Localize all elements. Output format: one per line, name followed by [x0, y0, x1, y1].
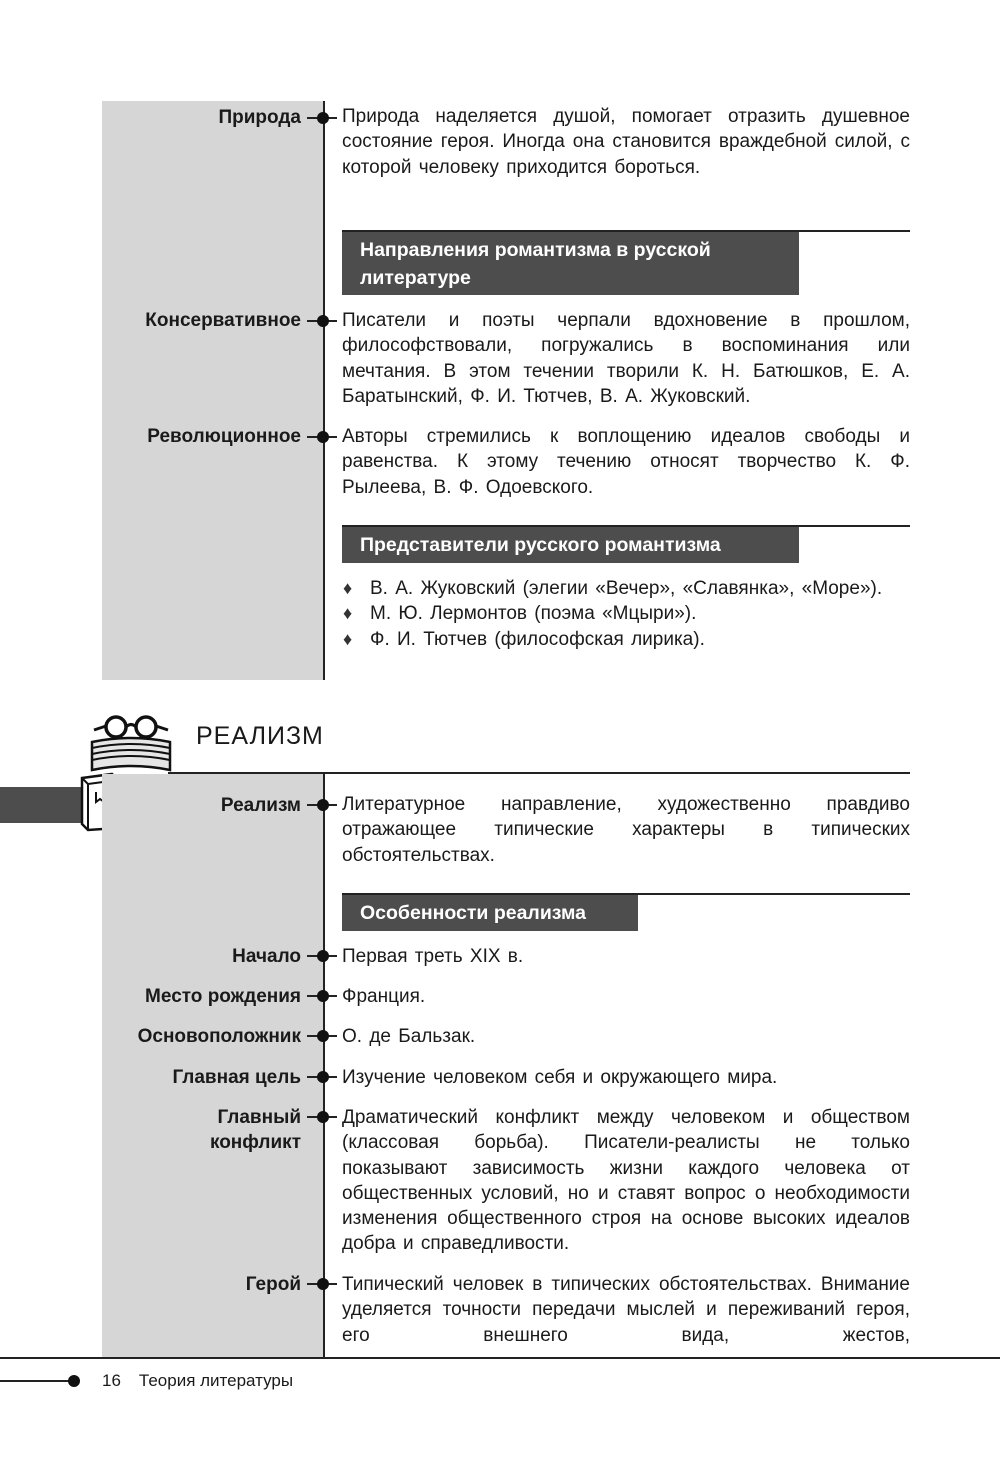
list-item: ♦ М. Ю. Лермонтов (поэма «Мцыри»).: [342, 601, 910, 626]
term-row: Место рождения: [145, 986, 301, 1007]
list-item: ♦ Ф. И. Тютчев (философская лирика).: [342, 627, 910, 652]
connector: [307, 1278, 337, 1290]
footer-connector: [0, 1380, 72, 1382]
page-footer: [102, 1371, 311, 1391]
term-konflikt: Главный конфликт: [209, 1107, 301, 1153]
diamond-bullet-icon: ♦: [343, 603, 353, 624]
connector: [307, 1111, 337, 1123]
connector: [307, 990, 337, 1002]
representatives-list: [342, 576, 910, 652]
definition-konflikt: Драматический конфликт между человеком и обществом (классовая борьба). Писатели-реалисты не только показывают зависимость жизни каждого человека от общественных условий, но и ставят вопрос о необходимости изменения общественного строя на основе высоких идеалов добра и справедливости.: [342, 1107, 910, 1255]
connector: [307, 950, 337, 962]
term-realizm: Реализм: [220, 795, 301, 816]
definition-priroda: Природа наделяется душой, помогает отразить душевное состояние героя. Иногда она становится враждебной силой, с которой человеку приходится бороться.: [342, 106, 910, 178]
connector: [307, 315, 337, 327]
definition-geroy: Типический человек в типических обстоятельствах. Внимание уделяется точности передачи мыслей и переживаний героя, его внешнего вида, жестов,: [342, 1274, 910, 1346]
term-row: Главная цель: [172, 1067, 301, 1088]
term-row: Основоположник: [137, 1026, 301, 1047]
header-osobennosti: Особенности реализма: [342, 895, 638, 931]
page-number: 16: [102, 1371, 121, 1390]
definition-row: Первая треть XIX в.: [342, 946, 524, 967]
divider-line-top: [323, 101, 325, 680]
footer-rule: [0, 1357, 1000, 1359]
term-row: Начало: [232, 946, 301, 967]
list-item: ♦ В. А. Жуковский (элегии «Вечер», «Славянка», «Море»).: [342, 576, 910, 601]
term-priroda: Природа: [218, 107, 301, 128]
definition-row: Франция.: [342, 986, 426, 1007]
header-predstaviteli: Представители русского романтизма: [342, 527, 799, 563]
definition-revolyutsionnoe: Авторы стремились к воплощению идеалов свободы и равенства. К этому течению относят творчество К. Ф. Рылеева, В. Ф. Одоевского.: [342, 426, 910, 498]
definition-konservativnoe: Писатели и поэты черпали вдохновение в прошлом, философствовали, погружались в воспоминания или мечтания. В этом течении творили К. Н. Батюшков, Е. А. Баратынский, Ф. И. Тютчев, В. А. Жуковский.: [342, 310, 910, 407]
book-title: Теория литературы: [138, 1371, 294, 1390]
definition-row: О. де Бальзак.: [342, 1026, 476, 1047]
footer-dot-icon: [68, 1375, 80, 1387]
term-konservativnoe: Консервативное: [145, 310, 301, 331]
header-napravleniya: Направления романтизма в русской литературе: [342, 232, 799, 295]
term-geroy: Герой: [245, 1274, 301, 1295]
term-revolyutsionnoe: Революционное: [147, 426, 301, 447]
connector: [307, 799, 337, 811]
divider-line-bottom: [323, 774, 325, 1358]
book-with-glasses-icon: [86, 712, 176, 774]
diamond-bullet-icon: ♦: [343, 628, 353, 649]
definition-row: Изучение человеком себя и окружающего мира.: [342, 1067, 778, 1088]
connector: [307, 1030, 337, 1042]
connector: [307, 112, 337, 124]
term-column-top: [102, 101, 323, 680]
connector: [307, 431, 337, 443]
section-title: РЕАЛИЗМ: [196, 722, 324, 750]
diamond-bullet-icon: ♦: [343, 578, 353, 598]
definition-realizm: Литературное направление, художественно правдиво отражающее типические характеры в типических обстоятельствах.: [342, 794, 910, 866]
connector: [307, 1071, 337, 1083]
